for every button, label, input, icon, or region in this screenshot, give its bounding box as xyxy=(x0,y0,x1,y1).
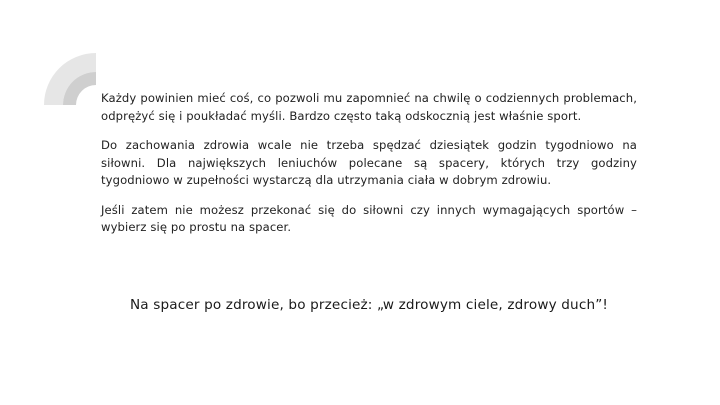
quarter-ring-decoration-icon xyxy=(44,53,96,105)
paragraph-2: Do zachowania zdrowia wcale nie trzeba spędzać dziesiątek godzin tygodniowo na siłowni. Dla największych leniuchów polecane są spacery, których trzy godziny tygodniowo w zupełności wystarczą dla utrzymania ciała w dobrym zdrowiu. xyxy=(101,138,637,187)
closing-quote: Na spacer po zdrowie, bo przecież: „w zdrowym ciele, zdrowy duch”! xyxy=(129,297,609,313)
paragraph-3: Jeśli zatem nie możesz przekonać się do siłowni czy innych wymagających sportów – wybierz się po prostu na spacer. xyxy=(101,202,637,234)
paragraph-1: Każdy powinien mieć coś, co pozwoli mu zapomnieć na chwilę o codziennych problemach, odprężyć się i poukładać myśli. Bardzo często taką odskocznią jest właśnie sport. xyxy=(101,91,637,123)
body-text xyxy=(101,90,637,249)
